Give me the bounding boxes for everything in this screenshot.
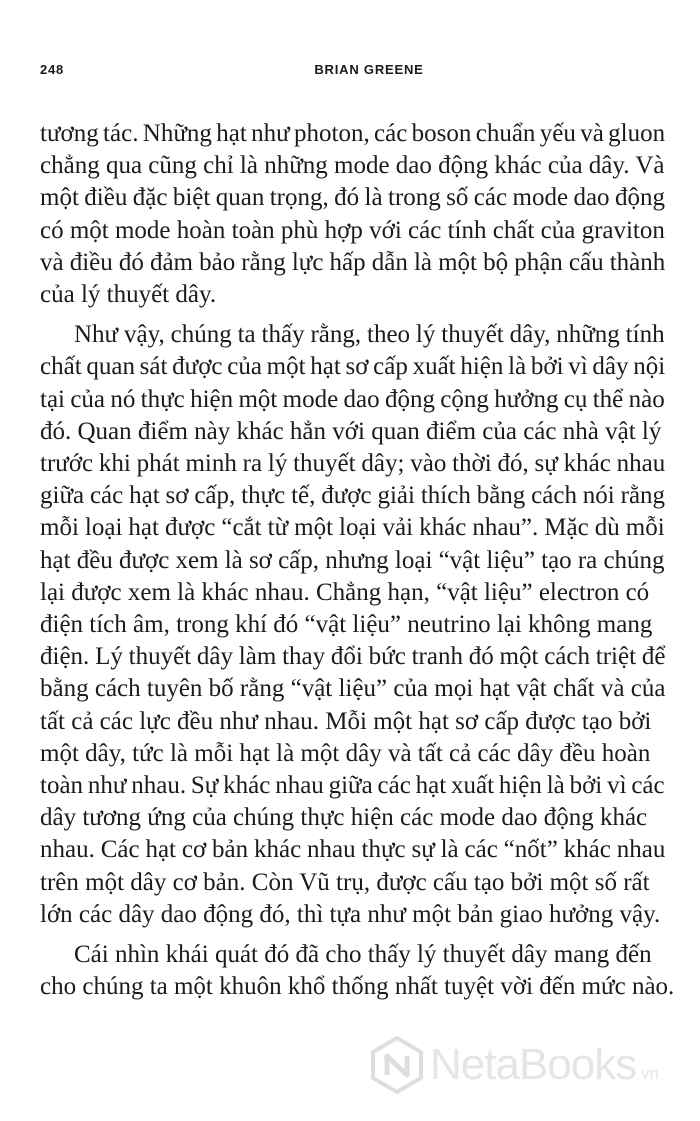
text-line: dây tương ứng của chúng thực hiện các mode dao động khác xyxy=(40,804,648,832)
text-line: tất cả các lực đều như nhau. Mỗi một hạt sơ cấp được tạo bởi xyxy=(40,707,652,735)
text-line: Cái nhìn khái quát đó đã cho thấy lý thuyết dây mang đến xyxy=(74,941,652,969)
text-line: lại được xem là khác nhau. Chẳng hạn, “vật liệu” electron có xyxy=(40,578,650,606)
text-line: và điều đó đảm bảo rằng lực hấp dẫn là một bộ phận cấu thành xyxy=(40,248,666,276)
text-line: bằng cách tuyên bố rằng “vật liệu” của mọi hạt vật chất và của xyxy=(40,675,666,703)
paragraph xyxy=(40,319,665,931)
paragraph xyxy=(40,118,665,311)
text-line: hạt đều được xem là sơ cấp, nhưng loại “vật liệu” tạo ra chúng xyxy=(40,546,665,574)
text-line: mỗi loại hạt được “cắt từ một loại vải khác nhau”. Mặc dù mỗi xyxy=(40,514,665,542)
watermark-text xyxy=(430,1040,659,1090)
running-head-author: BRIAN GREENE xyxy=(314,62,424,77)
text-line: toàn như nhau. Sự khác nhau giữa các hạt xuất hiện là bởi vì các xyxy=(40,772,665,800)
text-line: chất quan sát được của một hạt sơ cấp xuất hiện là bởi vì dây nội xyxy=(40,353,666,381)
text-line: tương tác. Những hạt như photon, các boson chuẩn yếu và gluon xyxy=(40,120,666,147)
text-line: một điều đặc biệt quan trọng, đó là trong số các mode dao động xyxy=(40,184,665,212)
text-line: giữa các hạt sơ cấp, thực tế, được giải thích bằng cách nói rằng xyxy=(40,482,666,510)
text-line: điện. Lý thuyết dây làm thay đổi bức tranh đó một cách triệt để xyxy=(40,643,666,671)
watermark-brand: NetaBooks xyxy=(430,1040,637,1089)
text-line: một dây, tức là mỗi hạt là một dây và tất cả các dây đều hoàn xyxy=(40,739,651,767)
neta-logo-icon xyxy=(368,1036,426,1094)
running-header xyxy=(40,62,660,82)
text-line: Như vậy, chúng ta thấy rằng, theo lý thuyết dây, những tính xyxy=(74,321,665,349)
text-line: chẳng qua cũng chỉ là những mode dao động khác của dây. Và xyxy=(40,152,665,180)
text-line: trước khi phát minh ra lý thuyết dây; vào thời đó, sự khác nhau xyxy=(40,450,666,478)
watermark xyxy=(368,1036,683,1096)
body-text xyxy=(40,118,675,1011)
text-line: điện tích âm, trong khí đó “vật liệu” neutrino lại không mang xyxy=(40,611,653,639)
watermark-suffix: .vn xyxy=(636,1064,659,1083)
text-line: trên một dây cơ bản. Còn Vũ trụ, được cấu tạo bởi một số rất xyxy=(40,868,650,896)
text-line: cho chúng ta một khuôn khổ thống nhất tuyệt vời đến mức nào. xyxy=(40,973,675,1001)
text-line: có một mode hoàn toàn phù hợp với các tính chất của graviton xyxy=(40,216,665,244)
text-line: đó. Quan điểm này khác hẳn với quan điểm của các nhà vật lý xyxy=(40,417,662,445)
page-number: 248 xyxy=(40,62,65,77)
text-line: tại của nó thực hiện một mode dao động cộng hưởng cụ thể nào xyxy=(40,385,665,413)
text-line: lớn các dây dao động đó, thì tựa như một bản giao hưởng vậy. xyxy=(40,900,661,928)
text-line: của lý thuyết dây. xyxy=(40,281,217,309)
paragraph xyxy=(40,939,675,1003)
text-line: nhau. Các hạt cơ bản khác nhau thực sự là các “nốt” khác nhau xyxy=(40,836,666,864)
